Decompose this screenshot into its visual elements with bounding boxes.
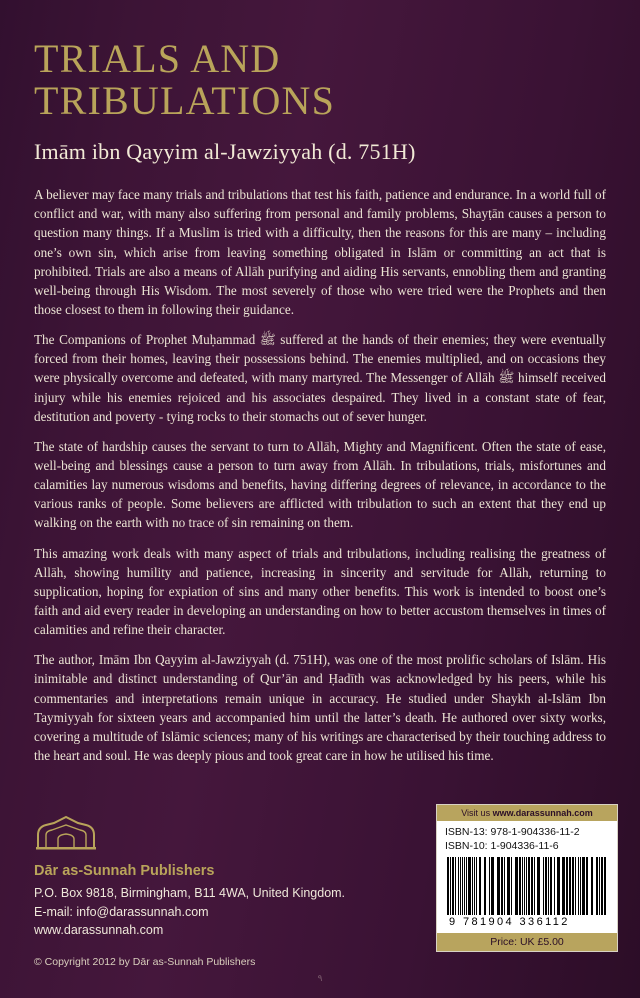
visit-url[interactable]: www.darassunnah.com bbox=[492, 807, 593, 818]
publisher-block bbox=[34, 813, 414, 940]
publisher-website[interactable]: www.darassunnah.com bbox=[34, 923, 164, 938]
visit-us-banner[interactable] bbox=[437, 805, 617, 821]
publisher-logo-icon bbox=[34, 813, 98, 853]
blurb-paragraph: The Companions of Prophet Muḥammad ﷺ suffered at the hands of their enemies; they were eventually forced from their homes, leaving their possessions behind. The enemies multiplied, and on occasions they were physically overcome and defeated, with many martyred. The Messenger of Allāh ﷺ himself received injury while his enemies rejoiced and his associates despaired. They lived in a constant state of fear, destitution and poverty - tying rocks to their stomachs out of sever hunger. bbox=[34, 332, 606, 424]
price-label: Price: UK £5.00 bbox=[437, 933, 617, 951]
barcode-icon bbox=[447, 857, 607, 915]
footer-mark: ۹ bbox=[317, 973, 323, 983]
copyright-notice: © Copyright 2012 by Dār as-Sunnah Publishers bbox=[34, 956, 256, 968]
blurb-paragraph: This amazing work deals with many aspect of trials and tribulations, including realising the greatness of Allāh, showing humility and patience, increasing in sincerity and servitude for Allāh, returning to supplication, hoping for expiation of sins and many other benefits. This work is intended to boost one’s faith and aid every reader in developing an understanding on how to better accustom themselves in times of calamities and refine their character. bbox=[34, 545, 606, 638]
isbn-numbers bbox=[437, 821, 617, 855]
publisher-name: Dār as-Sunnah Publishers bbox=[34, 862, 215, 879]
blurb-paragraph: The state of hardship causes the servant to turn to Allāh, Mighty and Magnificent. Often the state of ease, well-being and blessings cause a person to turn away from Allāh. In tribulations, trials, misfortunes and calamities lay numerous wisdoms and benefits, having differing degrees of relevance, in accordance to the various ranks of people. Some believers are afflicted with tribulation to such an extent that they end up walking on the earth with no trace of sin remaining on them. bbox=[34, 438, 606, 531]
visit-label: Visit us bbox=[461, 807, 493, 818]
isbn-barcode-panel bbox=[436, 804, 618, 952]
title-line-1: TRIALS AND bbox=[34, 36, 281, 81]
page-title bbox=[34, 38, 606, 121]
isbn-13: ISBN-13: 978-1-904336-11-2 bbox=[445, 825, 580, 838]
blurb-paragraph: The author, Imām Ibn Qayyim al-Jawziyyah (d. 751H), was one of the most prolific scholars of Islām. His inimitable and distinct understanding of Qur’ān and Ḥadīth was acknowledged by his peers, while his commentaries and interpretations remain unique in accuracy. He studied under Shaykh al-Islām Ibn Taymiyyah for sixteen years and accompanied him until the latter’s death. He authored over sixty works, covering a multitude of Islāmic sciences; many of his writings are characterised by their touching address to the heart and soul. He was deeply pious and took great care in how he utilised his time. bbox=[34, 652, 606, 763]
blurb-paragraph: A believer may face many trials and tribulations that test his faith, patience and endurance. In a world full of conflict and war, with many also suffering from personal and family problems, Shayṭān causes a person to question many things. If a Muslim is tried with a difficulty, then the reasons for this are many – including one’s own sin, which arise from leaving something obligated in Islām or committing an act that is prohibited. Trials are also a means of Allāh purifying and aiding His servants, ennobling them and granting well-being through His Wisdom. The most severely of those who were tried were the Prophets and then those closest to them in following their guidance. bbox=[34, 187, 606, 318]
barcode-digits: 9 781904 336112 bbox=[449, 916, 570, 928]
barcode-area bbox=[437, 855, 617, 931]
back-cover-blurb bbox=[34, 185, 606, 765]
author-name: Imām ibn Qayyim al-Jawziyyah (d. 751H) bbox=[34, 139, 416, 165]
title-line-2: TRIBULATIONS bbox=[34, 77, 336, 123]
isbn-10: ISBN-10: 1-904336-11-6 bbox=[445, 839, 559, 852]
publisher-email[interactable]: E-mail: info@darassunnah.com bbox=[34, 904, 209, 919]
publisher-address: P.O. Box 9818, Birmingham, B11 4WA, United Kingdom. bbox=[34, 885, 346, 900]
